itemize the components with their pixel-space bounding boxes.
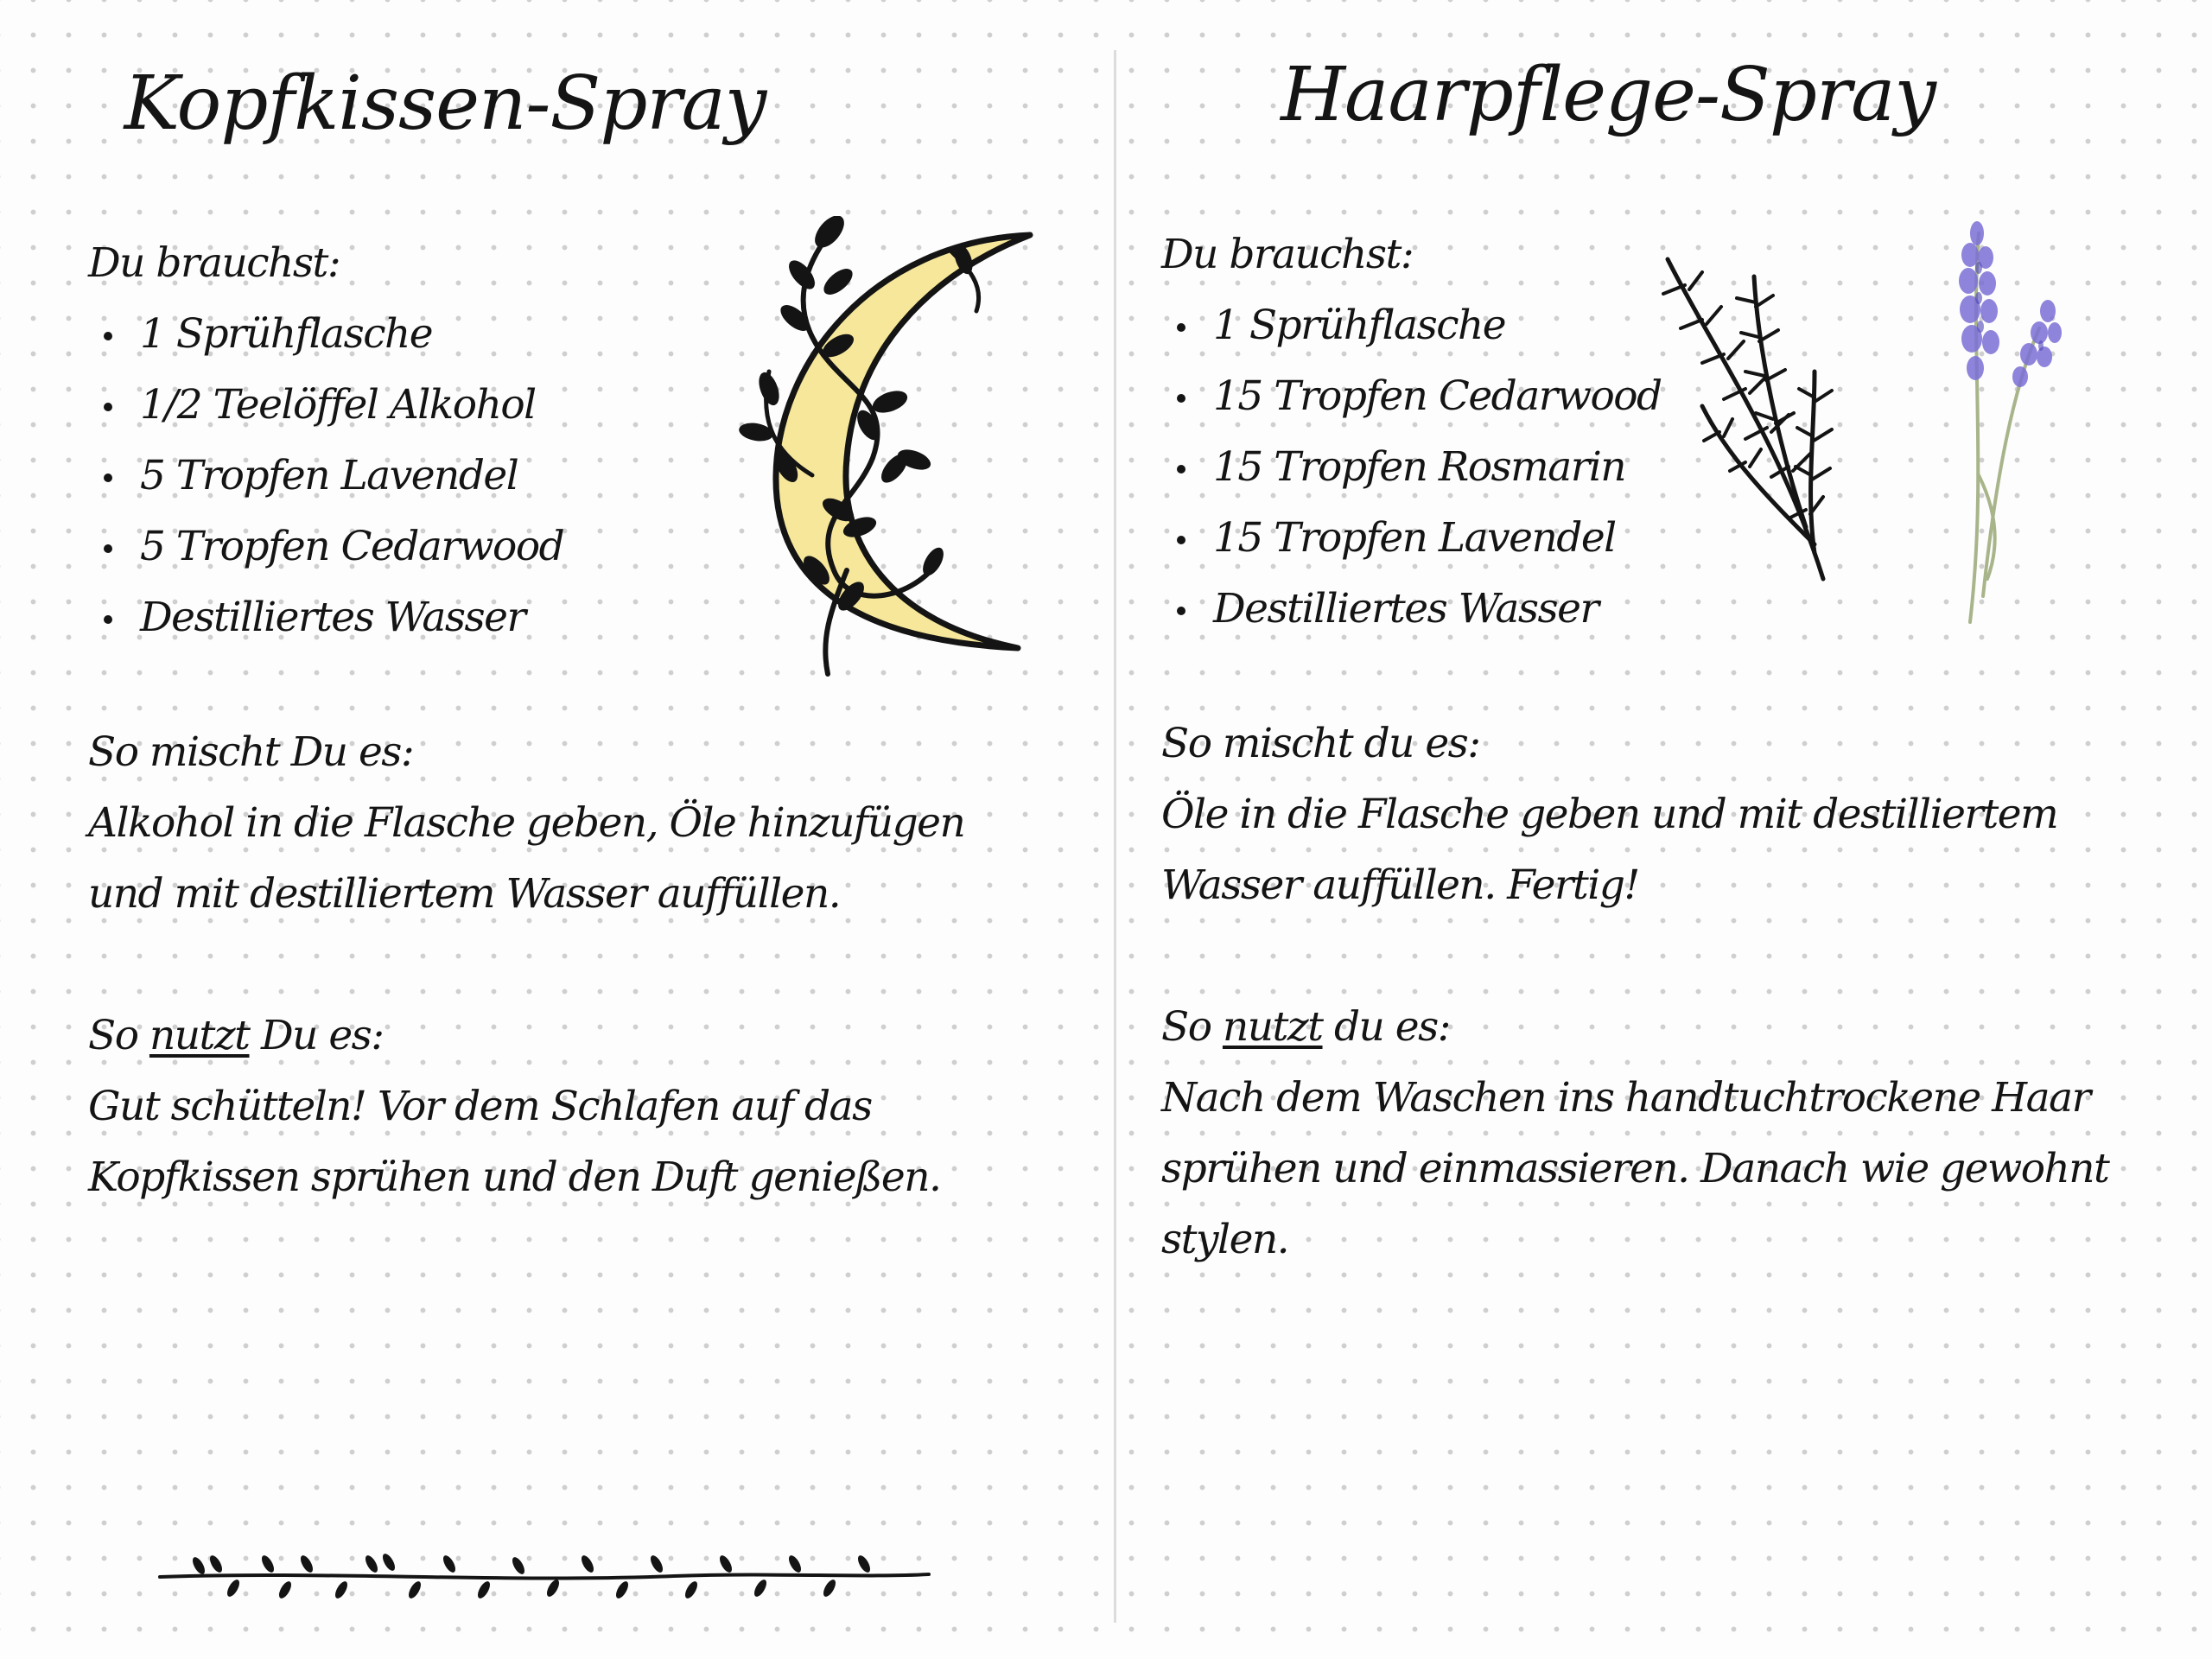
use-label-part: So [88,1012,149,1059]
mix-instructions: Öle in die Flasche geben und mit destilliertem Wasser auffüllen. Fertig! [1161,791,2058,909]
list-item: 5 Tropfen Lavendel [86,441,563,512]
mix-label: So mischt du es: [1161,720,1480,767]
list-item: 1 Sprühflasche [1160,290,1662,361]
list-item: 1 Sprühflasche [86,299,563,370]
rosemary-sprig-icon [1650,251,1858,588]
ingredients-label: Du brauchst: [88,239,340,287]
mix-label: So mischt Du es: [88,728,414,776]
use-instructions: Gut schütteln! Vor dem Schlafen auf das Kopfkissen sprühen und den Duft genießen. [88,1083,941,1201]
ingredients-label: Du brauchst: [1161,231,1414,278]
list-item: 15 Tropfen Lavendel [1160,503,1662,574]
list-item: Destilliertes Wasser [86,582,563,653]
page-title: Kopfkissen-Spray [124,60,766,147]
page-title: Haarpflege-Spray [1281,52,1936,138]
ingredients-list [1160,290,1662,645]
use-label [88,1001,384,1071]
use-label-underlined: nutzt [149,1012,250,1059]
use-label [1161,992,1450,1063]
use-label-underlined: nutzt [1222,1003,1323,1051]
use-label-part: So [1161,1003,1223,1051]
lavender-flower-icon [1918,216,2091,631]
mix-instructions: Alkohol in die Flasche geben, Öle hinzufügen und mit destilliertem Wasser auffüllen. [88,799,965,918]
list-item: 1/2 Teelöffel Alkohol [86,370,563,441]
ingredients-list [86,299,563,653]
list-item: 15 Tropfen Cedarwood [1160,361,1662,432]
use-label-part: du es: [1322,1003,1451,1051]
list-item: 15 Tropfen Rosmarin [1160,432,1662,503]
leaf-garland-divider-icon [156,1538,933,1616]
use-instructions: Nach dem Waschen ins handtuchtrockene Haar sprühen und einmassieren. Danach wie gewohnt stylen. [1161,1074,2109,1263]
crescent-moon-with-vine-icon [709,216,1054,683]
list-item: Destilliertes Wasser [1160,574,1662,645]
list-item: 5 Tropfen Cedarwood [86,512,563,582]
use-label-part: Du es: [249,1012,384,1059]
